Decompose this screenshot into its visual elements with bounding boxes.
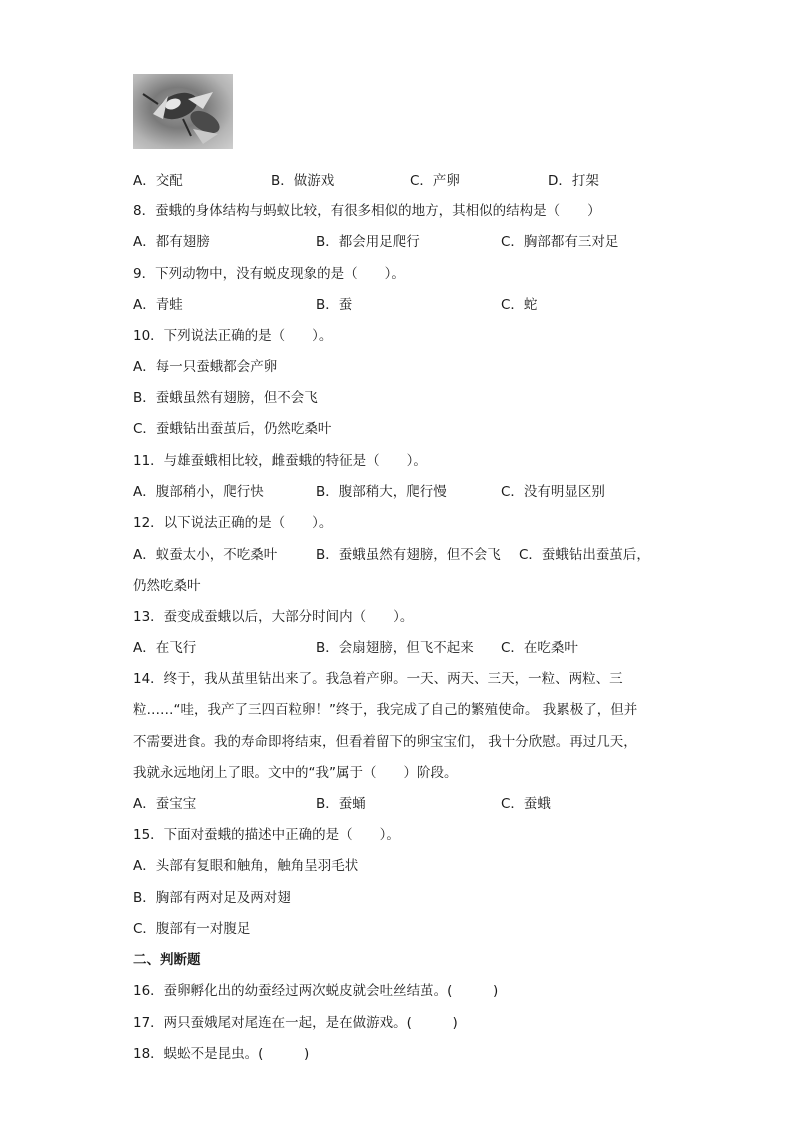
q17-statement: 17．两只蚕娥尾对尾连在一起，是在做游戏。( ) — [133, 1015, 458, 1031]
q8-option-c: C．胸部都有三对足 — [501, 234, 619, 250]
q14-option-b: B．蚕蛹 — [316, 796, 366, 812]
q8-option-b: B．都会用足爬行 — [316, 234, 420, 250]
q12-stem: 12．以下说法正确的是（ ）。 — [133, 515, 333, 531]
q9-option-b: B．蚕 — [316, 297, 353, 313]
q15-option-c: C．腹部有一对腹足 — [133, 921, 251, 937]
q14-line-4: 我就永远地闭上了眼。文中的“我”属于（ ）阶段。 — [133, 765, 458, 781]
q7-option-a: A．交配 — [133, 173, 183, 189]
q12-option-c-continued: 仍然吃桑叶 — [133, 578, 201, 594]
q7-option-c: C．产卵 — [410, 173, 460, 189]
q16-statement: 16．蚕卵孵化出的幼蚕经过两次蜕皮就会吐丝结茧。( ) — [133, 983, 499, 999]
q9-option-c: C．蛇 — [501, 297, 538, 313]
q7-option-d: D．打架 — [548, 173, 599, 189]
q14-option-a: A．蚕宝宝 — [133, 796, 197, 812]
moth-photo — [133, 74, 233, 149]
q14-line-1: 14．终于，我从茧里钻出来了。我急着产卵。一天、两天、三天，一粒、两粒、三 — [133, 671, 623, 687]
q10-option-a: A．每一只蚕蛾都会产卵 — [133, 359, 278, 375]
q10-stem: 10．下列说法正确的是（ ）。 — [133, 328, 333, 344]
q9-option-a: A．青蛙 — [133, 297, 183, 313]
q12-option-b: B．蚕蛾虽然有翅膀，但不会飞 — [316, 547, 501, 563]
q14-line-2: 粒……“哇，我产了三四百粒卵！”终于，我完成了自己的繁殖使命。 我累极了，但并 — [133, 702, 638, 718]
moth-illustration — [133, 74, 233, 149]
q9-stem: 9．下列动物中，没有蜕皮现象的是（ ）。 — [133, 266, 405, 282]
q8-option-a: A．都有翅膀 — [133, 234, 210, 250]
q11-option-c: C．没有明显区别 — [501, 484, 605, 500]
q15-option-a: A．头部有复眼和触角，触角呈羽毛状 — [133, 858, 359, 874]
q11-option-a: A．腹部稍小，爬行快 — [133, 484, 264, 500]
q14-option-c: C．蚕蛾 — [501, 796, 551, 812]
q10-option-c: C．蚕蛾钻出蚕茧后，仍然吃桑叶 — [133, 421, 332, 437]
q13-stem: 13．蚕变成蚕蛾以后，大部分时间内（ ）。 — [133, 609, 414, 625]
q12-option-a: A．蚁蚕太小，不吃桑叶 — [133, 547, 278, 563]
q10-option-b: B．蚕蛾虽然有翅膀，但不会飞 — [133, 390, 318, 406]
q11-stem: 11．与雄蚕蛾相比较，雌蚕蛾的特征是（ ）。 — [133, 453, 427, 469]
section-heading-judgment: 二、判断题 — [133, 952, 201, 968]
q18-statement: 18．蜈蚣不是昆虫。( ) — [133, 1046, 310, 1062]
q11-option-b: B．腹部稍大，爬行慢 — [316, 484, 447, 500]
q15-stem: 15．下面对蚕蛾的描述中正确的是（ ）。 — [133, 827, 400, 843]
q8-stem: 8．蚕蛾的身体结构与蚂蚁比较，有很多相似的地方，其相似的结构是（ ） — [133, 203, 601, 219]
q13-option-b: B．会扇翅膀，但飞不起来 — [316, 640, 474, 656]
q12-option-c: C．蚕蛾钻出蚕茧后， — [519, 547, 650, 563]
q7-option-b: B．做游戏 — [271, 173, 335, 189]
q13-option-c: C．在吃桑叶 — [501, 640, 578, 656]
q14-line-3: 不需要进食。我的寿命即将结束，但看着留下的卵宝宝们， 我十分欣慰。再过几天， — [133, 734, 637, 750]
q13-option-a: A．在飞行 — [133, 640, 197, 656]
q15-option-b: B．胸部有两对足及两对翅 — [133, 890, 291, 906]
